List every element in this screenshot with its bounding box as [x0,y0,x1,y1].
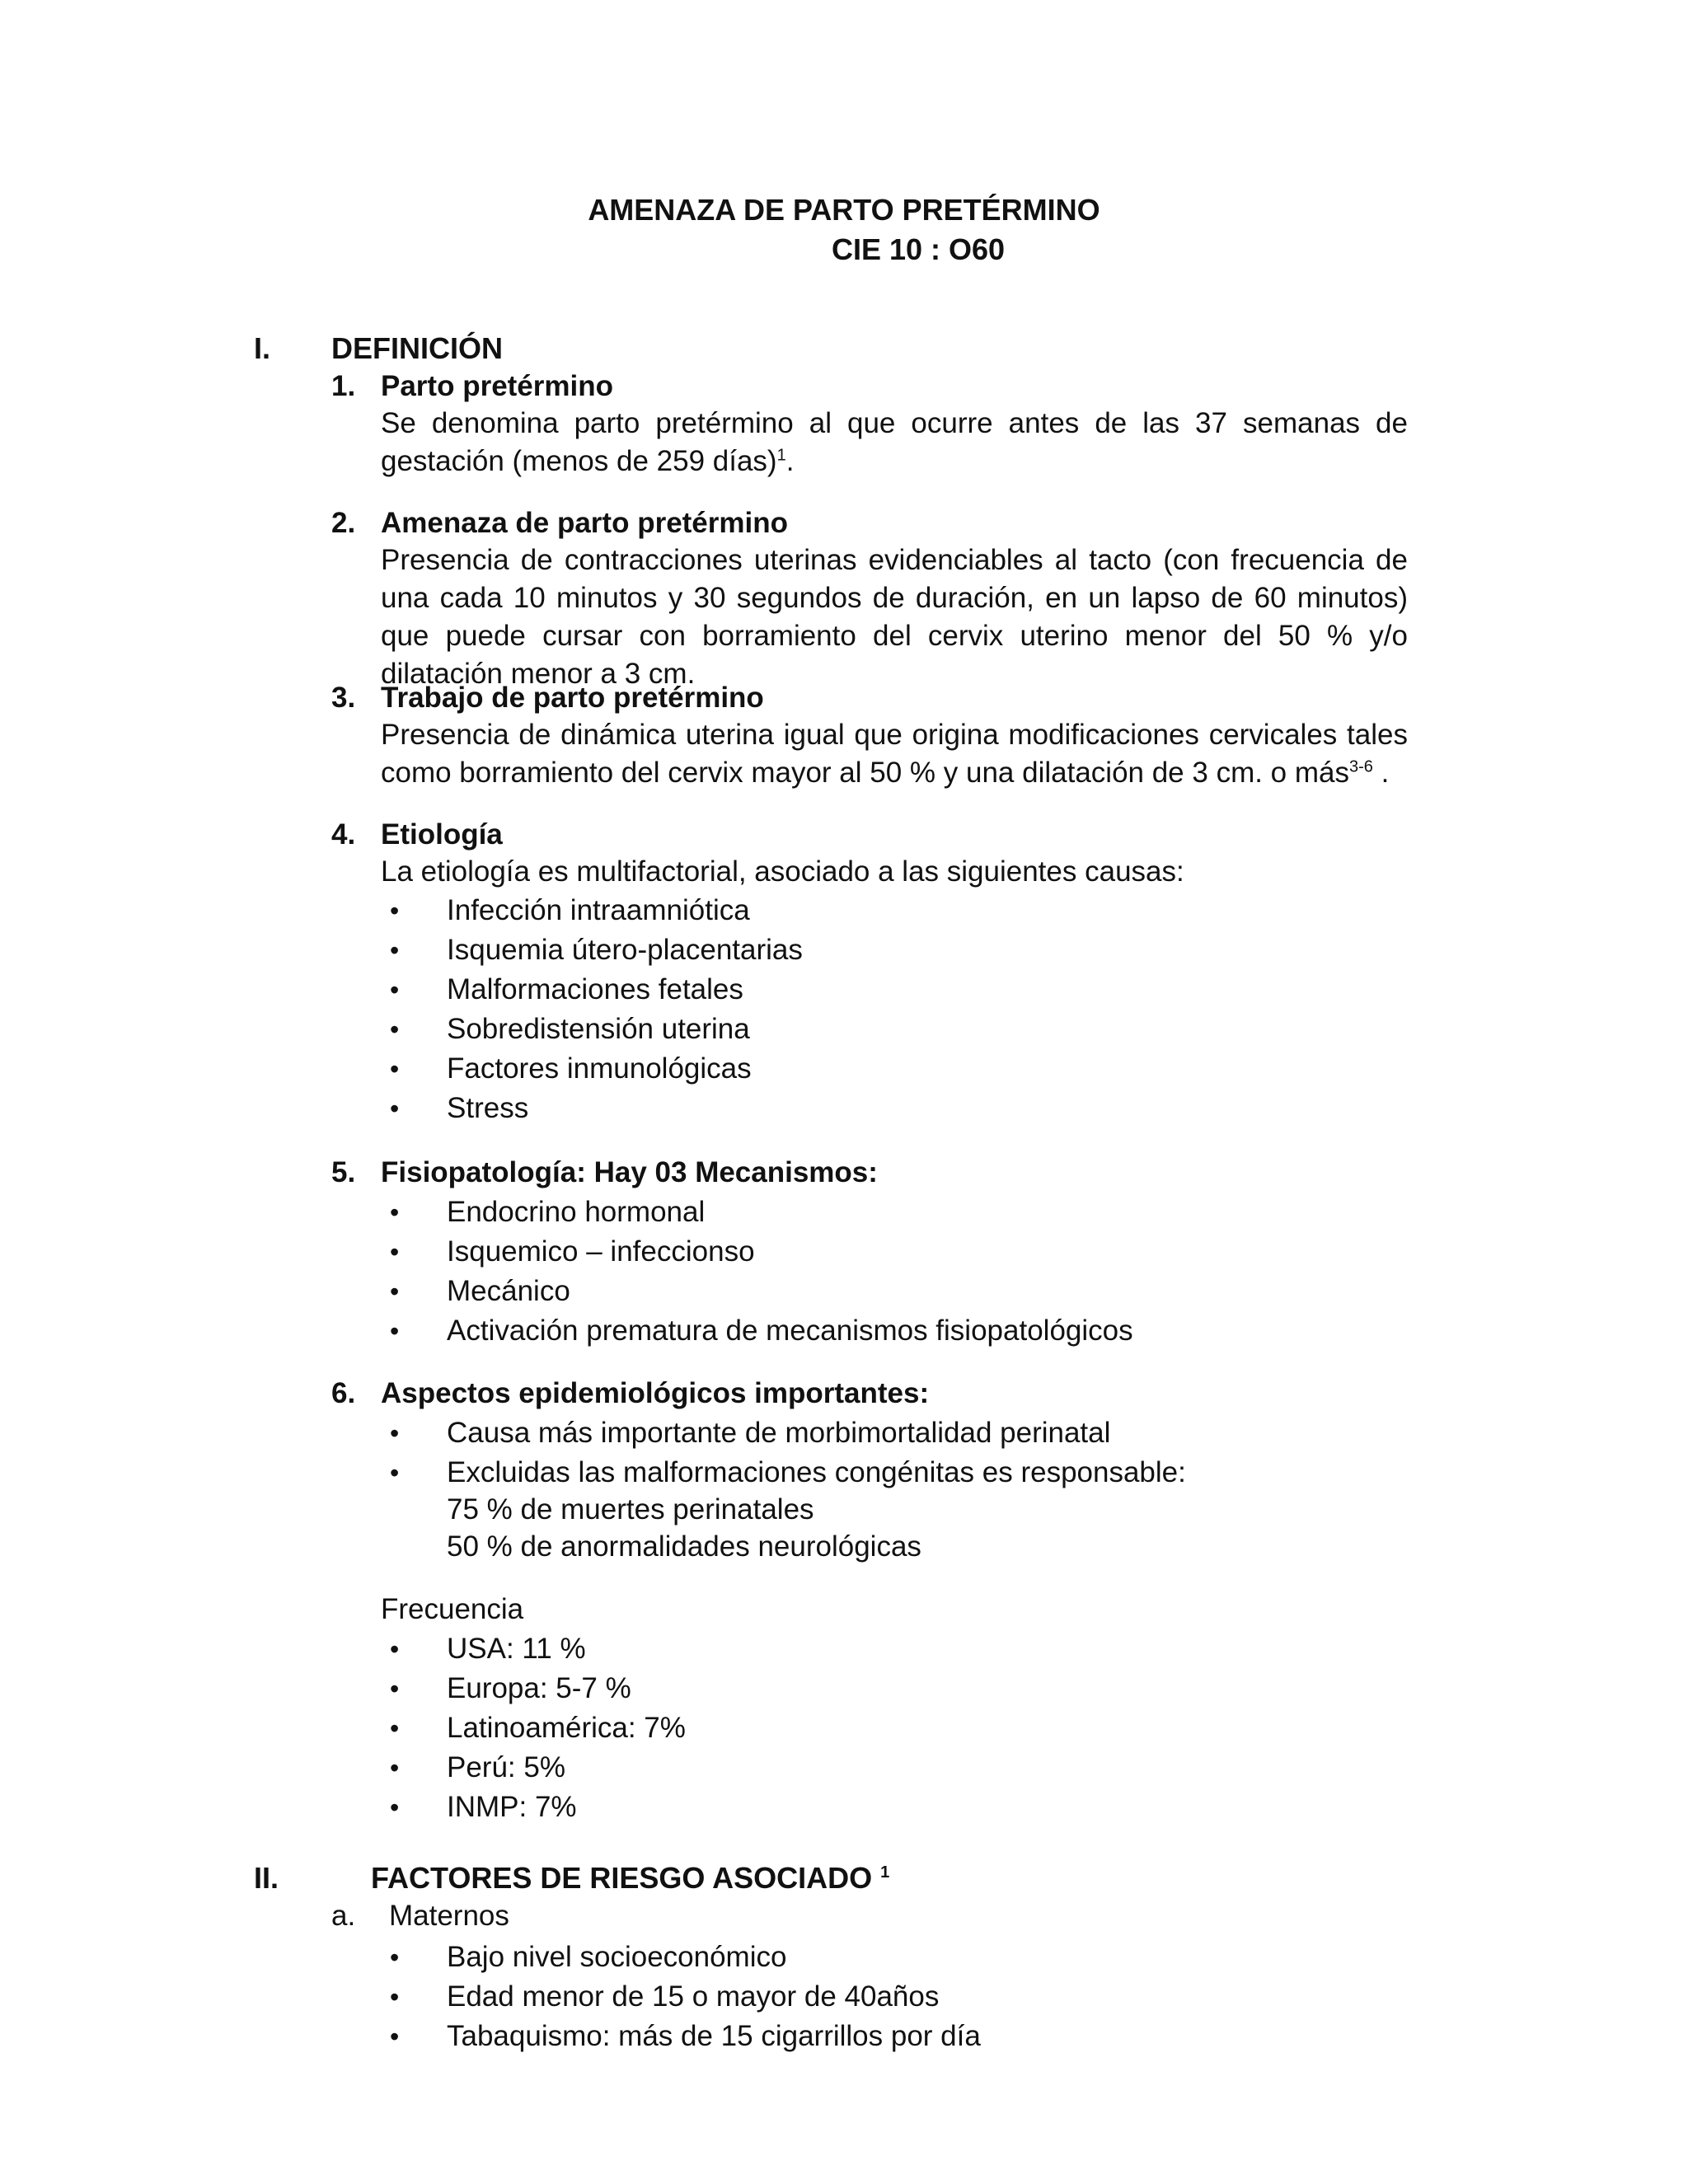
item-heading: Etiología [381,818,503,851]
bullet-dot: • [390,1458,400,1488]
list-item: Bajo nivel socioeconómico [447,1941,787,1973]
list-item: Sobredistensión uterina [447,1013,750,1045]
list-item: INMP: 7% [447,1791,577,1823]
list-item: Isquemico – infeccionso [447,1235,755,1268]
item-heading: Parto pretérmino [381,370,613,402]
bullet-dot: • [390,1277,400,1306]
bullet-dot: • [390,1316,400,1346]
item-heading: Amenaza de parto pretérmino [381,507,788,539]
list-item: Edad menor de 15 o mayor de 40años [447,1980,940,2013]
section-heading: FACTORES DE RIESGO ASOCIADO $^1$ [371,1861,890,1895]
list-item: Activación prematura de mecanismos fisiopatológicos [447,1315,1133,1347]
list-item: Factores inmunológicas [447,1052,752,1085]
list-subline: 50 % de anormalidades neurológicas [447,1530,921,1563]
list-item: Malformaciones fetales [447,973,743,1005]
list-item: Stress [447,1092,529,1124]
item-number: 3. [331,682,356,714]
bullet-dot: • [390,1634,400,1664]
list-item: Tabaquismo: más de 15 cigarrillos por día [447,2020,981,2052]
list-item: Isquemia útero-placentarias [447,934,803,966]
item-paragraph: Presencia de dinámica uterina igual que origina modificaciones cervicales tales como borramiento del cervix mayor al 50 % y una dilatación de 3 cm. o más$^{3-6}$ . [381,719,1408,789]
document-title: AMENAZA DE PARTO PRETÉRMINO [588,193,1100,227]
item-heading: Trabajo de parto pretérmino [381,682,764,714]
item-number: 6. [331,1377,356,1409]
list-item: Endocrino hormonal [447,1196,706,1228]
bullet-dot: • [390,975,400,1005]
item-number: 4. [331,818,356,851]
item-heading: Fisiopatología: Hay 03 Mecanismos: [381,1156,878,1188]
section-numeral: I. [254,331,271,365]
sub-label: Maternos [389,1900,509,1932]
item-intro: La etiología es multifactorial, asociado a las siguientes causas: [381,855,1184,888]
item-number: 2. [331,507,356,539]
bullet-dot: • [390,1237,400,1267]
bullet-dot: • [390,1982,400,2012]
item-number: 5. [331,1156,356,1188]
item-number: 1. [331,370,356,402]
document-code: CIE 10 : O60 [831,232,1006,266]
list-item: Mecánico [447,1275,570,1307]
bullet-dot: • [390,1015,400,1044]
bullet-dot: • [390,1674,400,1704]
bullet-dot: • [390,1943,400,1972]
list-item: Causa más importante de morbimortalidad perinatal [447,1417,1111,1449]
list-item: Perú: 5% [447,1751,565,1783]
item-heading: Aspectos epidemiológicos importantes: [381,1377,930,1409]
list-item: Excluidas las malformaciones congénitas es responsable: [447,1456,1186,1488]
bullet-dot: • [390,1418,400,1448]
bullet-dot: • [390,1753,400,1783]
bullet-dot: • [390,1713,400,1743]
bullet-dot: • [390,1793,400,1822]
bullet-dot: • [390,935,400,965]
bullet-dot: • [390,1197,400,1227]
item-paragraph: Presencia de contracciones uterinas evidenciables al tacto (con frecuencia de una cada 10 minutos y 30 segundos de duración, en un lapso de 60 minutos) que puede cursar con borramiento del cervix uterino menor del 50 % y/o dilatación menor a 3 cm. [381,544,1408,690]
bullet-dot: • [390,1054,400,1084]
list-item: USA: 11 % [447,1633,586,1665]
list-item: Latinoamérica: 7% [447,1712,686,1744]
frequency-label: Frecuencia [381,1593,524,1625]
sub-letter: a. [331,1900,356,1932]
bullet-dot: • [390,896,400,926]
bullet-dot: • [390,1094,400,1123]
section-numeral: II. [254,1861,279,1895]
section-heading: DEFINICIÓN [331,331,504,365]
item-paragraph: Se denomina parto pretérmino al que ocurre antes de las 37 semanas de gestación (menos de 259 días)$^1$. [381,407,1408,477]
bullet-dot: • [390,2022,400,2051]
list-item: Infección intraamniótica [447,894,750,926]
list-item: Europa: 5-7 % [447,1672,631,1704]
list-subline: 75 % de muertes perinatales [447,1493,814,1526]
